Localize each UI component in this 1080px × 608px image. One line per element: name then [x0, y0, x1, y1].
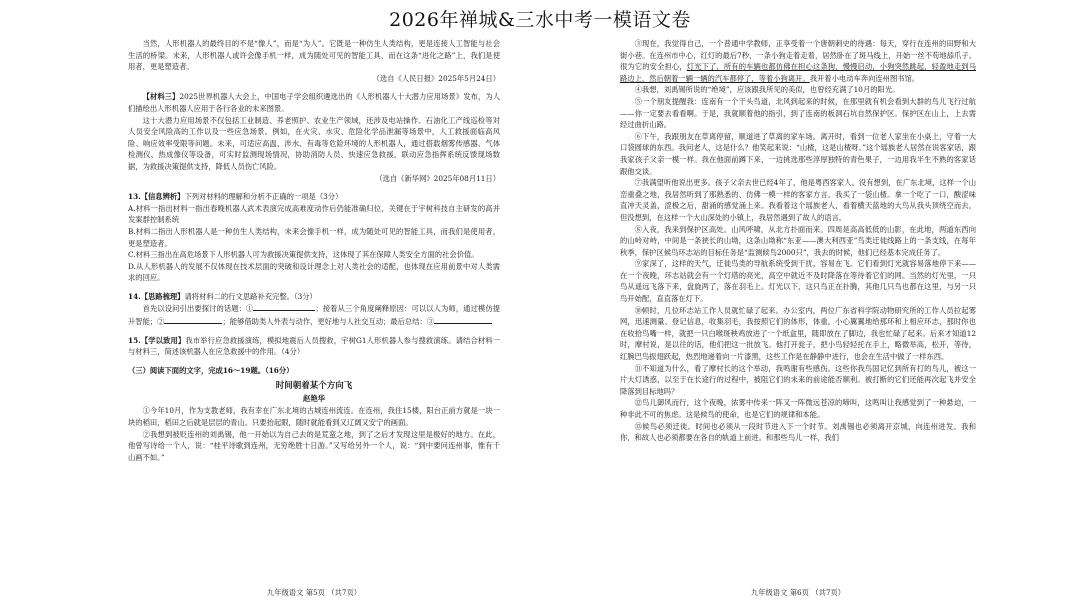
- top-paragraph: 当然，人形机器人的最终目的不是“像人”，而是“为人”。它既是一种仿生人类结构，更是连接人工智能与社会生活的桥梁。未来，人形机器人或许会像手机一样，成为随处可见的智能工具，而在这条“进化之路”上，我们是使用者，更是塑造者。: [128, 39, 500, 72]
- material3-text1: 2025世界机器人大会上，中国电子学会组织遴选出的《人形机器人十大潜力应用场景》发布，为人们描绘出人形机器人应用于各行各业的未来图景。: [128, 92, 500, 113]
- top-source: （选自《人民日报》2025年5月24日）: [372, 73, 500, 83]
- story-paragraph-2: ②我想到被贬连州的刘禹锡，他一开始以为自己去的是荒蛮之地，到了之后才发现这里是极好的地方。在此，他曾写诗给一个人，说：“桂平诗歌到连州，无穷绝胜十日游。”又写给另外一个人，说：“到中要问连州事，惟有千山画不如。”: [128, 429, 500, 462]
- story-paragraph-11: ⑪不知道为什么，看了摩村长的这个举动，我鸣谢有些感伤。这些你我鸟国记忆到所有打的鸟儿，被这一片大灯诱惑，以至于在长途行的过程中，被阻它们的未来的前途能否顺利。被打断的它们还能再次起飞并安全降落到目标地吗？: [620, 363, 976, 396]
- material3-label: 【材料三】: [142, 92, 180, 102]
- story-title: 时间朝着某个方向飞: [275, 381, 353, 392]
- story-paragraph-3: [620, 38, 976, 84]
- question-14-label: 14.【思路梳理】: [128, 291, 185, 301]
- question-14-line1a: 首先以设问引出要探讨的话题：①: [142, 304, 254, 314]
- question-14-text: 请将材料二的行文思路补充完整。（3分）: [184, 291, 317, 301]
- page-footer-5: 九年级语文 第5页 （共7页）: [266, 588, 362, 597]
- underlined-passage: 灯光下了，所有的车辆也都仿佛在担心这条狗，慢慢启动，小狗突然跳起，轻盈地走到马路边上，然后朝着一辆一辆的汽车都停了，等着小狗离开。: [620, 62, 976, 83]
- document-title: 2026年禅城&三水中考一模语文卷: [389, 9, 691, 31]
- question-15-text: 我市举行应急救援演练，模拟地震后人员搜救，宇树G1人形机器人参与搜救演练。请结合材料一与材料三，简述该机器人在应急救援中的作用。（4分）: [128, 335, 500, 357]
- story-paragraph-10: ⑩顿时，几位环志站工作人员就忙碌了起来。办公室内，两位广东省科学院动物研究所的工作人员拉起雾网，迅速测量、登记信息，收集羽毛，我按照它们的体形，体重，小心翼翼地给那环和上相应环志，那时你也在收拾鸟嘴一样，就把一只白喉斑秧鸡放进了一个纸盒里，随即放在了脚边，我也忙碌了起来。后来才知道12时，摩村说，是以往的话，他们把这一批放飞。他打开瓮子，把小鸟轻轻托在手上，略微举高，松开，等待，红腕巴鸟振翅跃起，热烈地递着向一片漆黑，这些工作是在静静中进行，也会在生活中做了一样东西。: [620, 305, 976, 362]
- question-15-label: 15.【学以致用】: [128, 335, 186, 345]
- story-paragraph-1: ①今年10月，作为支教老师，我有幸在广东北境的古城连州流连。在连州，我住15楼，阳台正前方就是一块一块的稻田，稻田之后就是层层的青山。只要抬起眼，随时就能看到又辽阔又安宁的画面。: [128, 406, 500, 428]
- material3-source: （选自《新华网》2025年08月11日）: [375, 173, 500, 183]
- page-footer-6: 九年级语文 第6页 （共7页）: [750, 588, 846, 597]
- story-author: 赵艳华: [303, 394, 325, 404]
- story-paragraph-13: ⑬候鸟必须迁徙。时间也必须从一段时节进入下一个时节。刘禹锡也必须离开京城，向连州进发。我和你，和故人也必须都要在各自的轨道上前进。和那些鸟儿一样，我们: [620, 421, 976, 443]
- question-13-option-d: D.从人形机器人的发展不仅体现在技术层面的突破和设计理念上对人类社会的适配，也体现在应用前景中对人类需求的回应。: [128, 261, 500, 283]
- question-14-line1b: ；接着从三个角度阐释原因：可以以人为师，通过模仿提升智能；②: [128, 304, 500, 327]
- story-paragraph-7: ⑦我满望听他说出更多。孩子父亲去世已经4年了，他是粤西客家人。没有想到，在广东北境，这样一个山峦重叠之地，我居然听到了那熟悉的、仿佛一模一样的客家方言。我买了一袋山楂。拿一个吃了一口，酸涩味直冲天灵盖，涩极之后，甜涌的感觉涌上来。我看着这个瑶族老人，看着横天蓝地的大鸟从我头顶绕空而去，但没想到，在这样一个大山深处的小镇上，我居然遇到了故人的语言。: [620, 178, 976, 222]
- question-15-stem: [128, 335, 500, 358]
- question-13-option-b: B.材料二指出人形机器人是一种仿生人类结构，未来会像手机一样，成为随处可见的智能工具，而我们是使用者，更是塑造者。: [128, 226, 500, 248]
- material3-body: 这十大潜力应用场景不仅包括工业制造、养老照护、农业生产领域，还涉及电站操作、石油化工产线巡检等对人员安全风险高的工作以及一些应急场景。例如，在火灾、水灾、危险化学品泄漏等场景中，人工救援面临高风险、响应效率受限等问题。未来，可适应高温、涉水、有毒等危险环境的人形机器人，通过搭载烟雾传感器、气体检测仪、热成像仪等设备，可实时监测现场情况，协助消防人员、快速应急救援，联动应急指挥系统反馈现场数据，为救援决策提供支持，降低人员伤亡风险。: [128, 115, 500, 171]
- question-14-line2b: ；能够借助类人外表与动作，更好地与人社交互动；最后总结：③: [222, 317, 435, 327]
- story-paragraph-4: ④我想，刘禹锡所说的“绝境”，应该跟我所见的美似，也曾经充满了10月的阳光。: [634, 85, 900, 95]
- question-13-text: 下列对材料的理解和分析不正确的一项是（3分）: [184, 192, 343, 202]
- answer-blank-3[interactable]: [434, 315, 492, 324]
- story-paragraph-5: ⑤一个朋友提醒我：连南有一个干头鸟道，北风到起来的时候，在那里就有机会看到大群的鸟儿飞行过航——你一定要去看看啊。于是，我就顺着他的指引，到了连南的板洞石坑自然保护区。保护区在山上，上去需经过曲折山路。: [620, 96, 976, 130]
- answer-blank-1[interactable]: [253, 302, 315, 311]
- exam-page-5: [128, 38, 500, 598]
- question-13-option-c: C.材料三指出在高危场景下人形机器人可为救援决策提供支持，这体现了其在保障人类安全方面的社会价值。: [128, 250, 479, 260]
- story-paragraph-8: ⑧入夜，我来到保护区高处。山风呼啸，从北方扑面而来。四周是高高低低的山影，在此地，两道东西向的山岭对峙，中间是一条狭长的山坳，这条山坳称“东亚——澳大利西亚”鸟类迁徙线路上的一条支线，在每年秋季，保护区候鸟环志站的目标任务是“监测候鸟2000只”，我去的时候，他们已经基本完成任务了。: [620, 224, 976, 257]
- paragraph-3-tail: 我开着小电动车奔向连州图书馆。: [809, 73, 920, 83]
- story-paragraph-6: ⑥下午，我跟朋友在草离停留，顺道进了草离的家车场。离开时，看到一位老人家坐在小桌上，守着一大口袋圆球的东西。我问老人，这是什么？他笑起来说：“山楂，这是山楂呀。”这个瑶族老人居然在说客家话，跟我家孩子父亲一模一样。我在他面前蹲下来，一边挑选那些淳厚独特的青色果子，一边用我半生不熟的客家话跟他交谈。: [620, 131, 976, 176]
- question-14-answer: [128, 302, 500, 327]
- question-14-stem: [128, 291, 500, 303]
- question-13-stem: [128, 191, 500, 203]
- material3-intro: [128, 91, 500, 114]
- exam-page-6: [620, 38, 976, 598]
- story-paragraph-12: ⑫鸟儿御风而行，这个夜晚，浓雾中传来一阵又一阵微远苍凉的啼叫，这鸣叫让我感觉到了一种悬迫，一种非此不可的焦虑。这是候鸟的使命，也是它们的规律和本能。: [620, 398, 976, 419]
- question-13-label: 13.【信息辨析】: [128, 192, 185, 202]
- story-paragraph-9: ⑨家深了，这样的天气，迁徙鸟类的导航系统受到干扰，容易在飞。它们看到灯光就容易落地停下来——在一个夜晚，环志站就会有一个灯塔的亮光，高空中就近不及时降落在等待着它们的网。当然的灯光里，一只鸟从遥远飞落下来，盘旋两了，落在羽毛上。灯光以下，这只鸟正在扑腾，其他几只鸟也都在这里，与另一只鸟开始配，直直落在灯下。: [620, 259, 976, 304]
- section-3-heading: （三）阅读下面的文字，完成16～19题。（16分）: [128, 365, 294, 375]
- paragraph-3-text: ③现在，我觉得自己，一个普通中学教师，正享受着一个唐朝刺史的待遇：每天，穿行在连州的田野和大街小巷。在连州市中心，红灯的最后7秒，一条小狗走着走着，居然卧在了斑马线上，开始一丝不苟地舔爪子。很为它的安全担心，: [620, 39, 976, 72]
- question-13-option-a: A.材料一指出材料一指出春晚机器人武术表演完成高难度动作后仍能准确归位，关键在于宇树科技自主研发的高并发案群控制系统: [128, 203, 500, 225]
- answer-blank-2[interactable]: [164, 315, 222, 324]
